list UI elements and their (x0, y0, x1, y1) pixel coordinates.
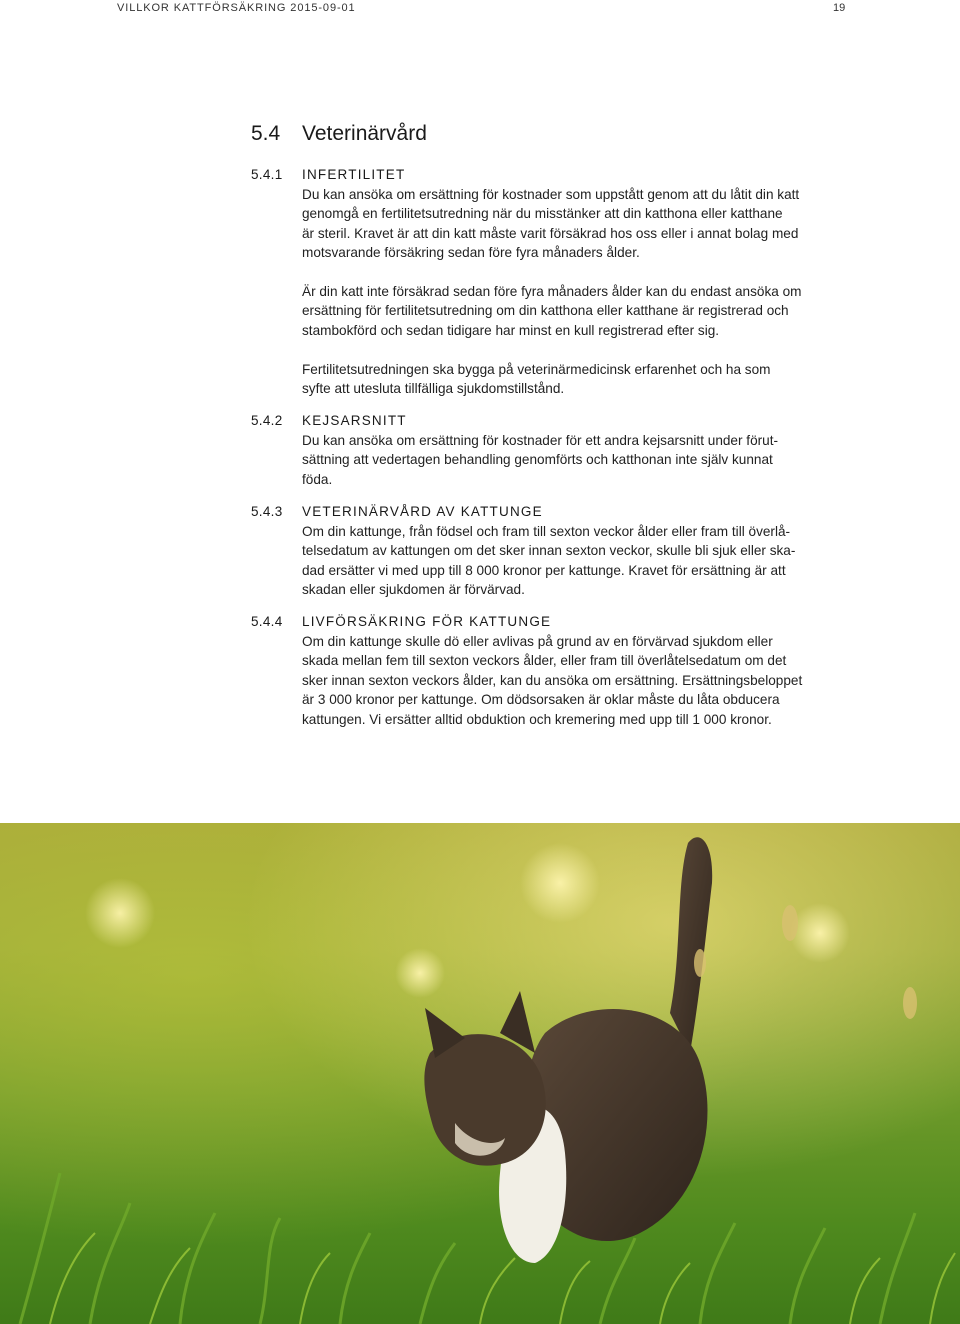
running-header: VILLKOR KATTFÖRSÄKRING 2015-09-01 (117, 2, 356, 14)
subsection-title: LIVFÖRSÄKRING FÖR KATTUNGE (302, 614, 552, 629)
subsection-number: 5.4.2 (251, 413, 283, 428)
section-number: 5.4 (251, 122, 281, 145)
subsection-number: 5.4.3 (251, 504, 283, 519)
subsection-title: KEJSARSNITT (302, 413, 407, 428)
subsection-number: 5.4.1 (251, 167, 283, 182)
body-paragraph: Om din kattunge skulle dö eller avlivas på grund av en förvärvad sjukdom eller skada mellan fem till sexton veckors ålder, eller fram till överlåtelsedatum om det sker innan sexton veckors ålder, kan du ansöka om ersättning. Ersättningsbeloppet är 3 000 kronor per kattunge. Om dödsorsaken är oklar måste du låta obducera kattungen. Vi ersätter alltid obduktion och kremering med upp till 1 000 kronor. (302, 634, 803, 727)
body-paragraph: Om din kattunge, från födsel och fram till sexton veckor ålder eller fram till överlå- telsedatum av kattungen om det sker innan sexton veckor, skulle bli sjuk eller ska- dad ersätter vi med upp till 8 000 kronor per kattunge. Kravet för ersättning är att skadan eller sjukdomen är förvärvad. (302, 524, 796, 598)
body-paragraph: Fertilitetsutredningen ska bygga på veterinärmedicinsk erfarenhet och ha som syfte att utesluta tillfälliga sjukdomstillstånd. (302, 361, 771, 397)
section-title (251, 122, 427, 146)
subsection-heading (251, 165, 851, 185)
body-paragraph: Du kan ansöka om ersättning för kostnader för ett andra kejsarsnitt under förut- sättning att vedertagen behandling genomförts och katthonan inte själv kunnat föda. (302, 433, 779, 487)
body-paragraph: Du kan ansöka om ersättning för kostnader som uppstått genom att du låtit din katt genomgå en fertilitetsutredning när du misstänker att din katthona eller katthane är steril. Kravet är att din katt måste varit försäkrad hos oss eller i annat bolag med motsvarande försäkring sedan före fyra månaders ålder. (302, 187, 800, 261)
subsection-heading (251, 502, 851, 522)
subsection-kejsarsnitt (251, 411, 851, 489)
subsection-livforsakring-kattunge (251, 612, 851, 729)
page-number: 19 (833, 2, 846, 14)
section-title-text: Veterinärvård (302, 122, 427, 145)
subsection-infertilitet (251, 165, 851, 398)
body-paragraph: Är din katt inte försäkrad sedan före fyra månaders ålder kan du endast ansöka om ersättning för fertilitetsutredning om din katthona eller katthane är registrerad och stambokförd och sedan tidigare har minst en kull registrerad efter sig. (302, 284, 802, 338)
kitten-in-grass-photo (0, 823, 960, 1324)
subsection-number: 5.4.4 (251, 614, 283, 629)
subsection-heading (251, 411, 851, 431)
subsection-heading (251, 612, 851, 632)
subsection-title: VETERINÄRVÅRD AV KATTUNGE (302, 504, 543, 519)
kitten-illustration (0, 823, 960, 1324)
subsection-veterinarvard-kattunge (251, 502, 851, 600)
subsection-title: INFERTILITET (302, 167, 406, 182)
